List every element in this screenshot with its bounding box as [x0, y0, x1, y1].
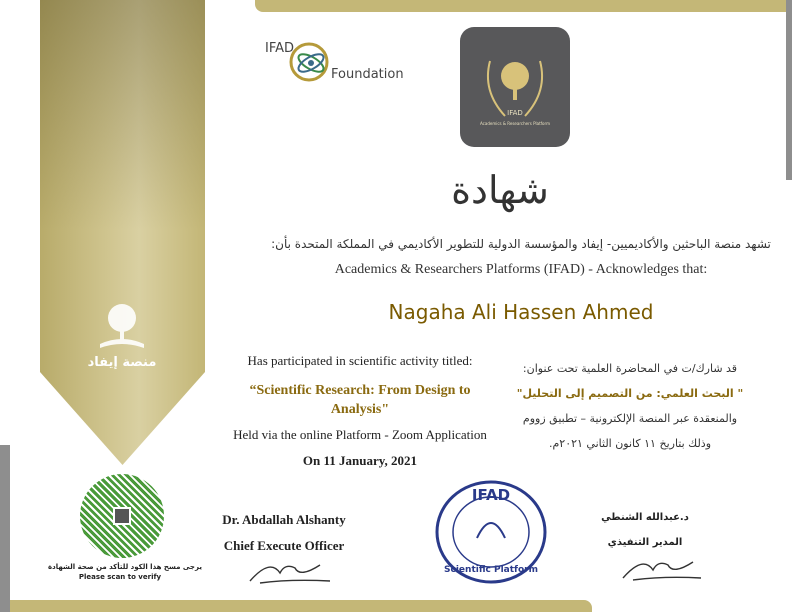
- recipient-name: Nagaha Ali Hassen Ahmed: [388, 300, 654, 324]
- participated-ar: قد شارك/ت في المحاضرة العلمية تحت عنوان:: [522, 362, 738, 375]
- intro-english: Academics & Researchers Platforms (IFAD) - Acknowledges that:: [334, 262, 708, 277]
- tree-icon: [92, 300, 152, 350]
- activity-title-ar: " البحث العلمي: من التصميم إلى التحليل": [516, 387, 744, 400]
- participated-en: Has participated in scientific activity titled:: [247, 353, 473, 368]
- held-en: Held via the online Platform - Zoom Application: [233, 427, 487, 442]
- seal-icon: [432, 478, 550, 586]
- signer-name-en: Dr. Abdallah Alshanty: [222, 512, 346, 527]
- atom-icon: [287, 39, 331, 85]
- signer-role-en: Chief Execute Officer: [223, 538, 345, 553]
- signer-arabic: [590, 505, 700, 555]
- signer-english: [200, 507, 368, 559]
- signer-name-ar: د.عبدالله الشنطي: [601, 512, 689, 523]
- svg-text:IFAD: IFAD: [507, 109, 523, 117]
- laurel-tree-icon: [480, 41, 550, 131]
- qr-note-english: Please scan to verify: [78, 573, 162, 581]
- svg-text:Academics & Researchers Platfo: Academics & Researchers Platform: [480, 121, 550, 126]
- qr-center-logo: [113, 507, 131, 525]
- ifad-platform-logo: [460, 27, 570, 147]
- ifad-foundation-logo: [265, 35, 404, 90]
- signature-en: [240, 553, 335, 588]
- english-details: [205, 353, 515, 469]
- svg-text:Scientific Platform: Scientific Platform: [444, 565, 538, 575]
- bottom-border: [0, 600, 592, 612]
- banner-logo: [82, 300, 162, 370]
- ifad-seal: [432, 478, 550, 586]
- arabic-details: [495, 356, 765, 456]
- intro-arabic: تشهد منصة الباحثين والأكاديميين- إيفاد والمؤسسة الدولية للتطوير الأكاديمي في المملكة المتحدة بأن:: [271, 237, 771, 251]
- signer-role-ar: المدير التنفيذي: [607, 537, 683, 548]
- held-ar: والمنعقدة عبر المنصة الإلكترونية – تطبيق زووم: [522, 412, 738, 425]
- svg-text:IFAD: IFAD: [471, 486, 511, 504]
- banner-shade: [40, 0, 205, 230]
- top-border: [255, 0, 792, 12]
- banner-logo-text: منصة إيفاد: [87, 355, 157, 370]
- left-strip: [0, 445, 10, 612]
- foundation-logo-text: Foundation: [331, 67, 404, 82]
- right-strip: [786, 0, 792, 180]
- verification-qr-code[interactable]: [80, 474, 164, 558]
- qr-note-arabic: يرجى مسح هذا الكود للتأكد من صحة الشهادة: [48, 563, 202, 571]
- certificate-title: شهادة: [451, 168, 549, 212]
- ifad-logo-text: IFAD: [265, 41, 295, 56]
- date-ar: وذلك بتاريخ ١١ كانون الثاني ٢٠٢١م.: [548, 437, 712, 450]
- signature-ar: [615, 550, 705, 585]
- date-en: On 11 January, 2021: [302, 453, 418, 468]
- activity-title-en: “Scientific Research: From Design to Analysis": [249, 383, 471, 417]
